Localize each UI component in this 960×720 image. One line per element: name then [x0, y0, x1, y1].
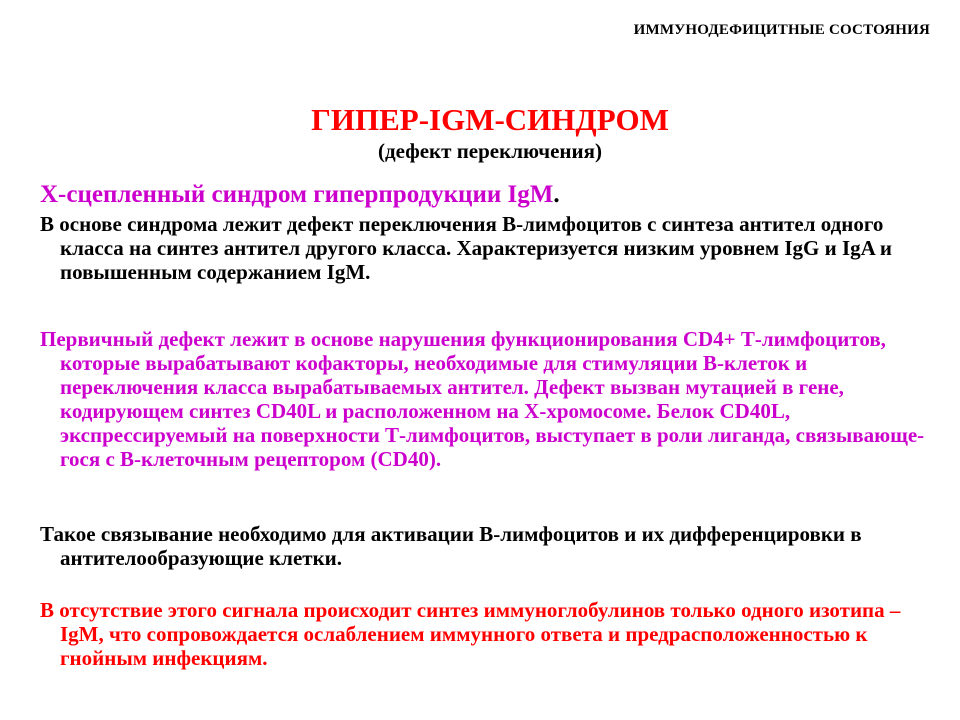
paragraph-primary-defect: Первичный дефект лежит в основе нарушения функционирования CD4+ Т-лимфоцитов, которые вырабатывают кофакторы, необходимые для стимуляции В-клеток и переключения класса вырабатываемых антител. Дефект вызван мутацией в гене, кодирующем синтез CD40L и расположенном на Х-хромосоме. Белок CD40L, экспрессируемый на поверхности Т-лимфоцитов, выступает в роли лиганда, связывающе-гося с В-клеточным рецептором (CD40). [40, 327, 925, 471]
section-heading [40, 181, 560, 209]
paragraph-binding: Такое связывание необходимо для активации В-лимфоцитов и их дифференцировки в антителообразующие клетки. [40, 522, 862, 570]
paragraph-mechanism: В основе синдрома лежит дефект переключения В-лимфоцитов с синтеза антител одного класса на синтез антител другого класса. Характеризуется низким уровнем IgG и IgA и повышенным содержанием IgM. [40, 212, 893, 284]
slide-subtitle: (дефект переключения) [378, 139, 602, 163]
paragraph-consequence: В отсутствие этого сигнала происходит синтез иммуноглобулинов только одного изотипа – IgM, что сопровождается ослаблением иммунного ответа и предрасположенностью к гнойным инфекциям. [40, 598, 901, 670]
slide-title: ГИПЕР-IGM-СИНДРОМ [311, 102, 669, 137]
section-heading-text: Х-сцепленный синдром гиперпродукции IgM [40, 181, 554, 208]
section-heading-period: . [553, 181, 560, 208]
section-label: ИММУНОДЕФИЦИТНЫЕ СОСТОЯНИЯ [633, 22, 930, 38]
